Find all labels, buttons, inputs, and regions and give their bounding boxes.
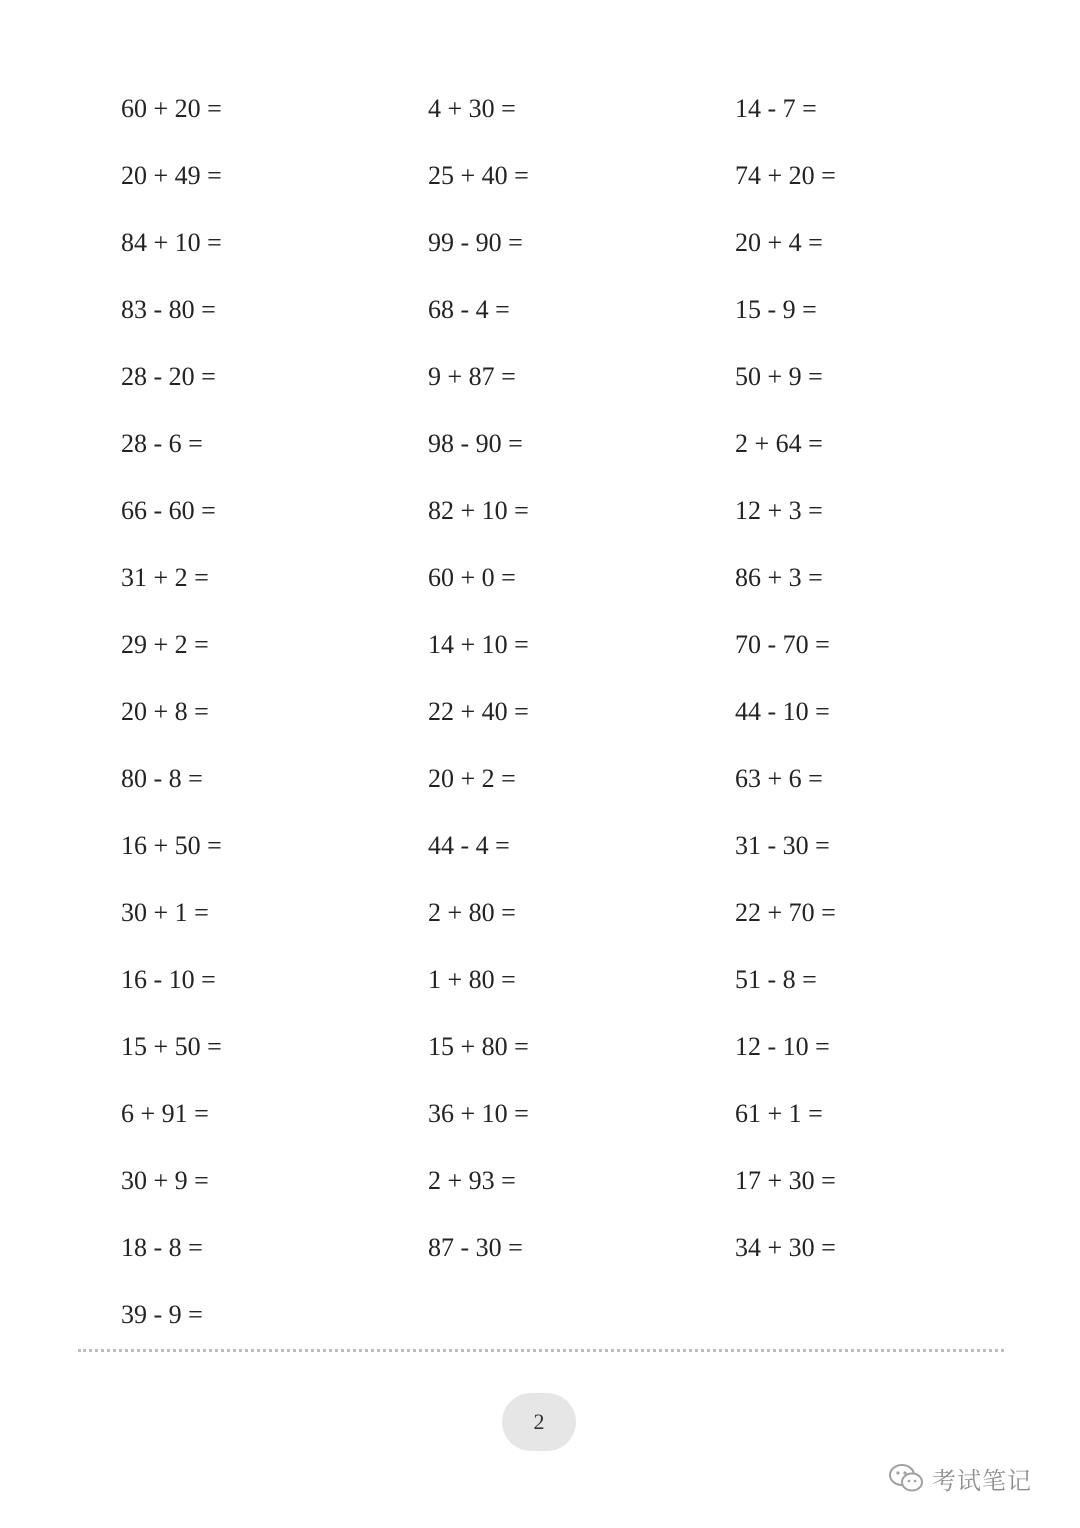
- math-problem: 36 + 10 =: [428, 1099, 529, 1128]
- math-problem: 15 + 80 =: [428, 1032, 529, 1061]
- math-problem: 84 + 10 =: [121, 228, 222, 257]
- math-problem: 12 - 10 =: [735, 1032, 830, 1061]
- math-problem: 30 + 9 =: [121, 1166, 209, 1195]
- math-problem: 14 - 7 =: [735, 94, 817, 123]
- math-problem: 61 + 1 =: [735, 1099, 823, 1128]
- math-problem: 87 - 30 =: [428, 1233, 523, 1262]
- math-problem: 68 - 4 =: [428, 295, 510, 324]
- math-problem: 4 + 30 =: [428, 94, 516, 123]
- math-problem: 86 + 3 =: [735, 563, 823, 592]
- math-problem: 20 + 8 =: [121, 697, 209, 726]
- dotted-divider: [78, 1349, 1004, 1352]
- math-problem: 2 + 80 =: [428, 898, 516, 927]
- math-problem: 82 + 10 =: [428, 496, 529, 525]
- math-problem: 80 - 8 =: [121, 764, 203, 793]
- math-problem: 2 + 64 =: [735, 429, 823, 458]
- math-problem: 74 + 20 =: [735, 161, 836, 190]
- math-problem: 99 - 90 =: [428, 228, 523, 257]
- page-number-badge: [502, 1393, 576, 1451]
- math-problem: 16 - 10 =: [121, 965, 216, 994]
- math-problem: 15 + 50 =: [121, 1032, 222, 1061]
- math-problem: 70 - 70 =: [735, 630, 830, 659]
- math-problem: 2 + 93 =: [428, 1166, 516, 1195]
- math-problem: 60 + 20 =: [121, 94, 222, 123]
- math-problem: 20 + 2 =: [428, 764, 516, 793]
- watermark: [888, 1458, 1032, 1498]
- math-problem: 28 - 20 =: [121, 362, 216, 391]
- math-problem: 15 - 9 =: [735, 295, 817, 324]
- math-problem: 28 - 6 =: [121, 429, 203, 458]
- math-problem: 83 - 80 =: [121, 295, 216, 324]
- math-problem: 29 + 2 =: [121, 630, 209, 659]
- math-problem: 63 + 6 =: [735, 764, 823, 793]
- math-problem: 34 + 30 =: [735, 1233, 836, 1262]
- math-problem: 20 + 49 =: [121, 161, 222, 190]
- math-problem: 20 + 4 =: [735, 228, 823, 257]
- math-problem: 9 + 87 =: [428, 362, 516, 391]
- math-problem: 1 + 80 =: [428, 965, 516, 994]
- math-problem: 44 - 4 =: [428, 831, 510, 860]
- math-problem: 39 - 9 =: [121, 1300, 203, 1329]
- math-problem: 31 - 30 =: [735, 831, 830, 860]
- math-problem: 12 + 3 =: [735, 496, 823, 525]
- math-problem: 44 - 10 =: [735, 697, 830, 726]
- math-problem: 25 + 40 =: [428, 161, 529, 190]
- page-number: 2: [533, 1409, 545, 1434]
- watermark-text: 考试笔记: [932, 1466, 1032, 1495]
- math-problem: 50 + 9 =: [735, 362, 823, 391]
- math-problem: 30 + 1 =: [121, 898, 209, 927]
- math-problem: 14 + 10 =: [428, 630, 529, 659]
- math-problem: 22 + 70 =: [735, 898, 836, 927]
- math-problem: 31 + 2 =: [121, 563, 209, 592]
- math-problem: 66 - 60 =: [121, 496, 216, 525]
- wechat-icon: [888, 1463, 924, 1493]
- math-problem: 6 + 91 =: [121, 1099, 209, 1128]
- math-problem: 16 + 50 =: [121, 831, 222, 860]
- math-problem: 98 - 90 =: [428, 429, 523, 458]
- math-problem: 22 + 40 =: [428, 697, 529, 726]
- math-problem: 18 - 8 =: [121, 1233, 203, 1262]
- math-problem: 60 + 0 =: [428, 563, 516, 592]
- math-problem: 51 - 8 =: [735, 965, 817, 994]
- math-problem: 17 + 30 =: [735, 1166, 836, 1195]
